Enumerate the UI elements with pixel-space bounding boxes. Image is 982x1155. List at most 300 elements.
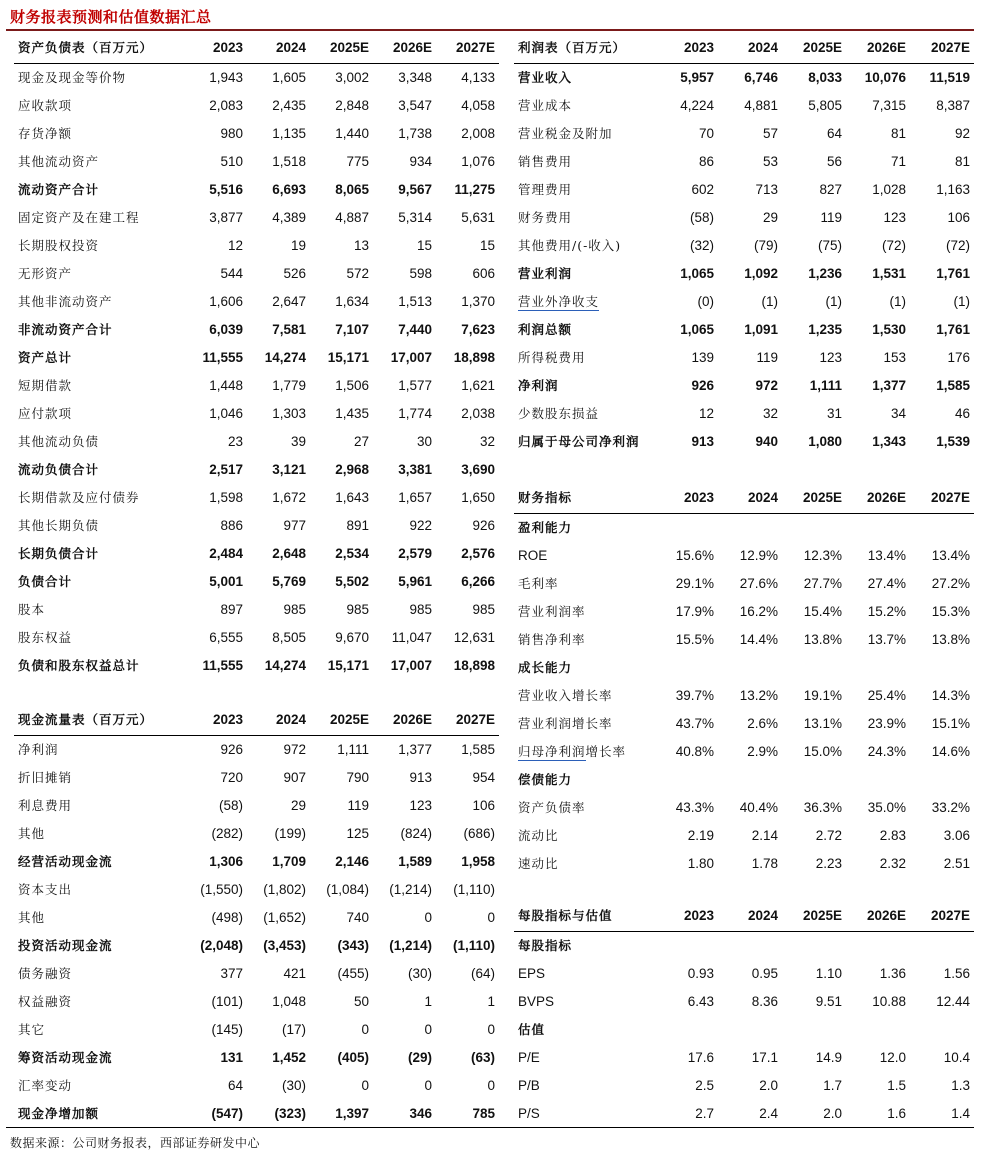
value-cell: 19.1% — [803, 688, 842, 703]
value-cell: 7,440 — [398, 322, 432, 337]
table-row — [14, 232, 499, 260]
value-cell — [654, 932, 718, 961]
value-cell: 15.0% — [803, 744, 842, 759]
table-row — [14, 204, 499, 232]
value-cell — [654, 766, 718, 794]
table-row — [14, 988, 499, 1016]
value-cell: 5,631 — [461, 210, 495, 225]
table-row — [514, 850, 974, 878]
value-cell: 2.83 — [879, 828, 906, 843]
table-row — [14, 736, 499, 765]
value-cell: 1,377 — [872, 378, 906, 393]
value-cell: 12.9% — [739, 548, 778, 563]
value-cell: 11,519 — [929, 70, 970, 85]
year-header: 2023 — [654, 483, 718, 514]
value-cell: 10,076 — [864, 70, 906, 85]
value-cell: 18,898 — [453, 350, 495, 365]
value-cell: (75) — [817, 238, 842, 253]
value-cell: 1,440 — [335, 126, 369, 141]
value-cell: 1,589 — [398, 854, 432, 869]
value-cell: 1,377 — [398, 742, 432, 757]
value-cell: 123 — [819, 350, 842, 365]
table-row — [514, 316, 974, 344]
value-cell: 1.3 — [951, 1078, 970, 1093]
table-row — [514, 92, 974, 120]
row-label: 其他流动资产 — [18, 154, 100, 169]
year-header: 2023 — [184, 33, 247, 64]
value-cell — [782, 654, 846, 682]
value-cell: 2,648 — [272, 546, 306, 561]
row-label: 偿债能力 — [518, 772, 573, 787]
row-label: 销售净利率 — [518, 632, 586, 647]
table-row — [14, 512, 499, 540]
value-cell: 713 — [755, 182, 778, 197]
value-cell — [910, 514, 974, 543]
value-cell: (101) — [211, 994, 243, 1009]
value-cell: 3.06 — [943, 828, 970, 843]
value-cell: 2,008 — [461, 126, 495, 141]
table-row — [514, 120, 974, 148]
table-title: 资产负债表（百万元） — [14, 33, 184, 64]
section-row — [514, 766, 974, 794]
year-header: 2025E — [782, 483, 846, 514]
value-cell: 922 — [409, 518, 432, 533]
value-cell: 6,555 — [209, 630, 243, 645]
table-row — [14, 316, 499, 344]
value-cell: 14,274 — [264, 350, 306, 365]
table-row — [14, 344, 499, 372]
value-cell: (343) — [337, 938, 369, 953]
value-cell: 15,171 — [327, 658, 369, 673]
table-row — [14, 1100, 499, 1128]
row-label: 非流动资产合计 — [18, 322, 113, 337]
year-header: 2025E — [782, 901, 846, 932]
row-label: 资本支出 — [18, 882, 73, 897]
value-cell: 1,958 — [461, 854, 495, 869]
value-cell: 81 — [890, 126, 906, 141]
table-title: 财务指标 — [514, 483, 654, 514]
year-header: 2024 — [247, 33, 310, 64]
year-header: 2027E — [436, 33, 499, 64]
value-cell: 1,585 — [936, 378, 970, 393]
value-cell: 3,547 — [398, 98, 432, 113]
year-header: 2026E — [373, 33, 436, 64]
value-cell: 70 — [698, 126, 714, 141]
value-cell: 1.80 — [687, 856, 714, 871]
financial-ratios-table — [514, 483, 974, 878]
year-header: 2023 — [654, 901, 718, 932]
value-cell: 40.8% — [675, 744, 714, 759]
value-cell: 27.7% — [803, 576, 842, 591]
table-row — [514, 988, 974, 1016]
value-cell: 0 — [361, 1022, 369, 1037]
table-row — [14, 148, 499, 176]
row-label: 其他流动负债 — [18, 434, 100, 449]
value-cell — [782, 932, 846, 961]
table-row — [14, 1016, 499, 1044]
value-cell: 119 — [347, 798, 369, 813]
table-row — [14, 596, 499, 624]
value-cell: 1,513 — [398, 294, 432, 309]
value-cell: (64) — [470, 966, 495, 981]
value-cell: 24.3% — [867, 744, 906, 759]
value-cell: 3,121 — [272, 462, 306, 477]
value-cell: 27.4% — [867, 576, 906, 591]
value-cell — [846, 654, 910, 682]
value-cell: 926 — [691, 378, 714, 393]
value-cell: 17,007 — [390, 350, 432, 365]
value-cell — [846, 766, 910, 794]
table-row — [14, 652, 499, 680]
value-cell: 12.3% — [803, 548, 842, 563]
table-header-row — [514, 901, 974, 932]
value-cell: 1.10 — [815, 966, 842, 981]
value-cell: 32 — [762, 406, 778, 421]
value-cell: 2.9% — [747, 744, 778, 759]
value-cell: 1,531 — [872, 266, 906, 281]
value-cell: (29) — [407, 1050, 432, 1065]
row-label: 流动比 — [518, 828, 559, 843]
value-cell: 12.44 — [936, 994, 970, 1009]
row-label: 其他 — [18, 826, 46, 841]
value-cell: (547) — [211, 1106, 243, 1121]
value-cell: 1,111 — [809, 378, 842, 393]
value-cell: 13.4% — [867, 548, 906, 563]
value-cell: 8,033 — [808, 70, 842, 85]
value-cell: 1.36 — [879, 966, 906, 981]
table-row — [514, 400, 974, 428]
row-label-link: 营业外净收支 — [518, 294, 600, 309]
value-cell: 43.3% — [675, 800, 714, 815]
row-label: 净利润 — [18, 742, 59, 757]
value-cell: 15.2% — [867, 604, 906, 619]
row-label: 利润总额 — [518, 322, 573, 337]
value-cell: 1,370 — [461, 294, 495, 309]
value-cell: 2,647 — [272, 294, 306, 309]
value-cell: 1,761 — [936, 322, 970, 337]
value-cell: 0 — [487, 910, 495, 925]
value-cell: 153 — [883, 350, 906, 365]
value-cell: 1,738 — [398, 126, 432, 141]
value-cell: 6,693 — [272, 182, 306, 197]
value-cell: 119 — [756, 350, 778, 365]
value-cell: 5,516 — [209, 182, 243, 197]
value-cell: 123 — [883, 210, 906, 225]
value-cell: 64 — [826, 126, 842, 141]
value-cell: 2.14 — [751, 828, 778, 843]
value-cell: 2,484 — [209, 546, 243, 561]
value-cell: 1,779 — [272, 378, 306, 393]
value-cell: 1.78 — [751, 856, 778, 871]
row-label: 固定资产及在建工程 — [18, 210, 140, 225]
row-label: 存货净额 — [18, 126, 73, 141]
row-label: 债务融资 — [18, 966, 73, 981]
row-label: 净利润 — [518, 378, 559, 393]
value-cell: 1,539 — [936, 434, 970, 449]
row-label: 筹资活动现金流 — [18, 1050, 113, 1065]
year-header: 2024 — [718, 33, 782, 64]
value-cell: 11,047 — [391, 630, 432, 645]
value-cell: 12 — [227, 238, 243, 253]
value-cell: 2.32 — [879, 856, 906, 871]
table-row — [514, 1044, 974, 1072]
table-row — [514, 570, 974, 598]
year-header: 2024 — [718, 901, 782, 932]
row-label: 应收款项 — [18, 98, 73, 113]
year-header: 2026E — [846, 901, 910, 932]
row-label: 其他长期负债 — [18, 518, 100, 533]
value-cell: 2,576 — [461, 546, 495, 561]
value-cell: 1,606 — [209, 294, 243, 309]
table-row — [514, 598, 974, 626]
value-cell: 4,133 — [461, 70, 495, 85]
value-cell: 86 — [698, 154, 714, 169]
value-cell: 913 — [691, 434, 714, 449]
year-header: 2024 — [718, 483, 782, 514]
value-cell: 1,709 — [272, 854, 306, 869]
value-cell: 12,631 — [453, 630, 495, 645]
row-label: 利息费用 — [18, 798, 73, 813]
value-cell: 2,517 — [209, 462, 243, 477]
value-cell: 11,555 — [202, 658, 243, 673]
value-cell: 1,236 — [808, 266, 842, 281]
value-cell: 23.9% — [867, 716, 906, 731]
table-row — [514, 148, 974, 176]
table-row — [514, 428, 974, 456]
value-cell: 1,111 — [337, 742, 369, 757]
value-cell: 39 — [290, 434, 306, 449]
value-cell: 985 — [472, 602, 495, 617]
value-cell: 977 — [283, 518, 306, 533]
value-cell: 27.2% — [931, 576, 970, 591]
value-cell: 926 — [220, 742, 243, 757]
value-cell: 1,065 — [680, 266, 714, 281]
row-label: P/S — [518, 1106, 540, 1121]
value-cell — [910, 1016, 974, 1044]
value-cell: 46 — [954, 406, 970, 421]
table-row — [14, 792, 499, 820]
value-cell: (30) — [281, 1078, 306, 1093]
table-row — [14, 64, 499, 93]
value-cell: (1) — [761, 294, 778, 309]
row-label: 销售费用 — [518, 154, 573, 169]
value-cell — [654, 1016, 718, 1044]
cash-flow-table — [14, 705, 499, 1128]
row-label: 营业税金及附加 — [518, 126, 613, 141]
year-header: 2026E — [846, 33, 910, 64]
value-cell: 8,065 — [335, 182, 369, 197]
value-cell: 1,028 — [872, 182, 906, 197]
value-cell: 8.36 — [751, 994, 778, 1009]
value-cell: 510 — [220, 154, 243, 169]
value-cell: 139 — [691, 350, 714, 365]
row-label — [514, 738, 654, 766]
value-cell: 9.51 — [815, 994, 842, 1009]
table-row — [514, 288, 974, 316]
value-cell: 0 — [424, 1078, 432, 1093]
value-cell: 7,107 — [335, 322, 369, 337]
value-cell — [718, 766, 782, 794]
value-cell: 123 — [409, 798, 432, 813]
value-cell — [910, 932, 974, 961]
value-cell: (72) — [945, 238, 970, 253]
value-cell: 544 — [220, 266, 243, 281]
value-cell: 4,224 — [680, 98, 714, 113]
value-cell: 14.3% — [931, 688, 970, 703]
row-label: 营业成本 — [518, 98, 573, 113]
value-cell: (1,084) — [326, 882, 369, 897]
value-cell: 907 — [283, 770, 306, 785]
value-cell: 2.72 — [815, 828, 842, 843]
table-row — [514, 204, 974, 232]
value-cell: 3,002 — [335, 70, 369, 85]
value-cell: 23 — [227, 434, 243, 449]
value-cell: (1,214) — [389, 882, 432, 897]
value-cell: 940 — [755, 434, 778, 449]
value-cell: (1) — [889, 294, 906, 309]
value-cell: (79) — [753, 238, 778, 253]
row-label: 速动比 — [518, 856, 559, 871]
value-cell: 6,746 — [744, 70, 778, 85]
value-cell: 1,435 — [335, 406, 369, 421]
value-cell: 2.23 — [815, 856, 842, 871]
value-cell: 2.51 — [943, 856, 970, 871]
table-row — [514, 960, 974, 988]
table-row — [14, 932, 499, 960]
row-label: 资产负债率 — [518, 800, 586, 815]
balance-sheet-table — [14, 33, 499, 680]
value-cell: 6,266 — [461, 574, 495, 589]
table-row — [14, 260, 499, 288]
value-cell: 2.5 — [695, 1078, 714, 1093]
value-cell: 30 — [416, 434, 432, 449]
title-divider — [6, 29, 974, 31]
table-row — [514, 232, 974, 260]
value-cell: 29 — [290, 798, 306, 813]
value-cell: 1,306 — [209, 854, 243, 869]
value-cell: 2.19 — [687, 828, 714, 843]
value-cell: 15.4% — [803, 604, 842, 619]
value-cell: 13.2% — [739, 688, 778, 703]
value-cell: 572 — [346, 266, 369, 281]
row-label: 每股指标 — [518, 938, 573, 953]
value-cell: 740 — [346, 910, 369, 925]
value-cell: 972 — [755, 378, 778, 393]
value-cell: 15,171 — [327, 350, 369, 365]
value-cell: 31 — [826, 406, 842, 421]
value-cell: 3,348 — [398, 70, 432, 85]
value-cell: 1,076 — [461, 154, 495, 169]
value-cell: 775 — [346, 154, 369, 169]
value-cell: 71 — [890, 154, 906, 169]
value-cell: 0.93 — [687, 966, 714, 981]
row-label: 权益融资 — [18, 994, 73, 1009]
value-cell: (17) — [281, 1022, 306, 1037]
value-cell: 43.7% — [675, 716, 714, 731]
value-cell: 2.0 — [823, 1106, 842, 1121]
value-cell: (1,214) — [389, 938, 432, 953]
value-cell: (1,110) — [453, 882, 495, 897]
table-row — [14, 764, 499, 792]
table-row — [14, 428, 499, 456]
year-header: 2027E — [910, 483, 974, 514]
table-row — [514, 1100, 974, 1128]
value-cell — [846, 1016, 910, 1044]
value-cell: 0 — [424, 910, 432, 925]
value-cell: 1,634 — [335, 294, 369, 309]
value-cell: 13.7% — [867, 632, 906, 647]
value-cell: 56 — [826, 154, 842, 169]
value-cell: (323) — [274, 1106, 306, 1121]
value-cell: 377 — [220, 966, 243, 981]
value-cell: 2.0 — [759, 1078, 778, 1093]
year-header: 2027E — [436, 705, 499, 736]
row-label: 所得税费用 — [518, 350, 586, 365]
value-cell: 15.6% — [675, 548, 714, 563]
value-cell: (145) — [211, 1022, 243, 1037]
value-cell: 2,146 — [335, 854, 369, 869]
row-label: 短期借款 — [18, 378, 73, 393]
value-cell: 1.5 — [887, 1078, 906, 1093]
year-header: 2025E — [782, 33, 846, 64]
table-row — [14, 400, 499, 428]
row-label: 无形资产 — [18, 266, 73, 281]
year-header: 2023 — [654, 33, 718, 64]
value-cell: 602 — [691, 182, 714, 197]
value-cell: (1,802) — [263, 882, 306, 897]
value-cell — [910, 654, 974, 682]
value-cell: 1,530 — [872, 322, 906, 337]
table-title: 利润表（百万元） — [514, 33, 654, 64]
value-cell: (72) — [881, 238, 906, 253]
value-cell: 5,805 — [808, 98, 842, 113]
value-cell — [654, 654, 718, 682]
table-row — [514, 682, 974, 710]
value-cell — [910, 766, 974, 794]
value-cell: 2,038 — [461, 406, 495, 421]
value-cell: 25.4% — [867, 688, 906, 703]
table-row — [14, 484, 499, 512]
row-label: 负债和股东权益总计 — [18, 658, 140, 673]
value-cell: 14.4% — [739, 632, 778, 647]
value-cell: 7,581 — [272, 322, 306, 337]
row-label: 汇率变动 — [18, 1078, 73, 1093]
value-cell: 13.8% — [931, 632, 970, 647]
value-cell: 6,039 — [209, 322, 243, 337]
value-cell: 785 — [472, 1106, 495, 1121]
value-cell: (58) — [218, 798, 243, 813]
value-cell: 18,898 — [453, 658, 495, 673]
value-cell: (1,550) — [200, 882, 243, 897]
value-cell: 35.0% — [867, 800, 906, 815]
value-cell: 1,452 — [272, 1050, 306, 1065]
value-cell: 1,448 — [209, 378, 243, 393]
table-row — [14, 92, 499, 120]
value-cell: 1.4 — [951, 1106, 970, 1121]
value-cell: 1 — [487, 994, 495, 1009]
value-cell: 15.3% — [931, 604, 970, 619]
value-cell: 5,502 — [335, 574, 369, 589]
value-cell: (3,453) — [263, 938, 306, 953]
value-cell: (1,110) — [452, 938, 495, 953]
value-cell: 0 — [424, 1022, 432, 1037]
row-label: BVPS — [518, 994, 555, 1009]
row-label-link: 归母净利润 — [518, 744, 586, 759]
value-cell: 13.1% — [803, 716, 842, 731]
value-cell: (199) — [274, 826, 306, 841]
value-cell: 1,943 — [209, 70, 243, 85]
table-row — [14, 120, 499, 148]
